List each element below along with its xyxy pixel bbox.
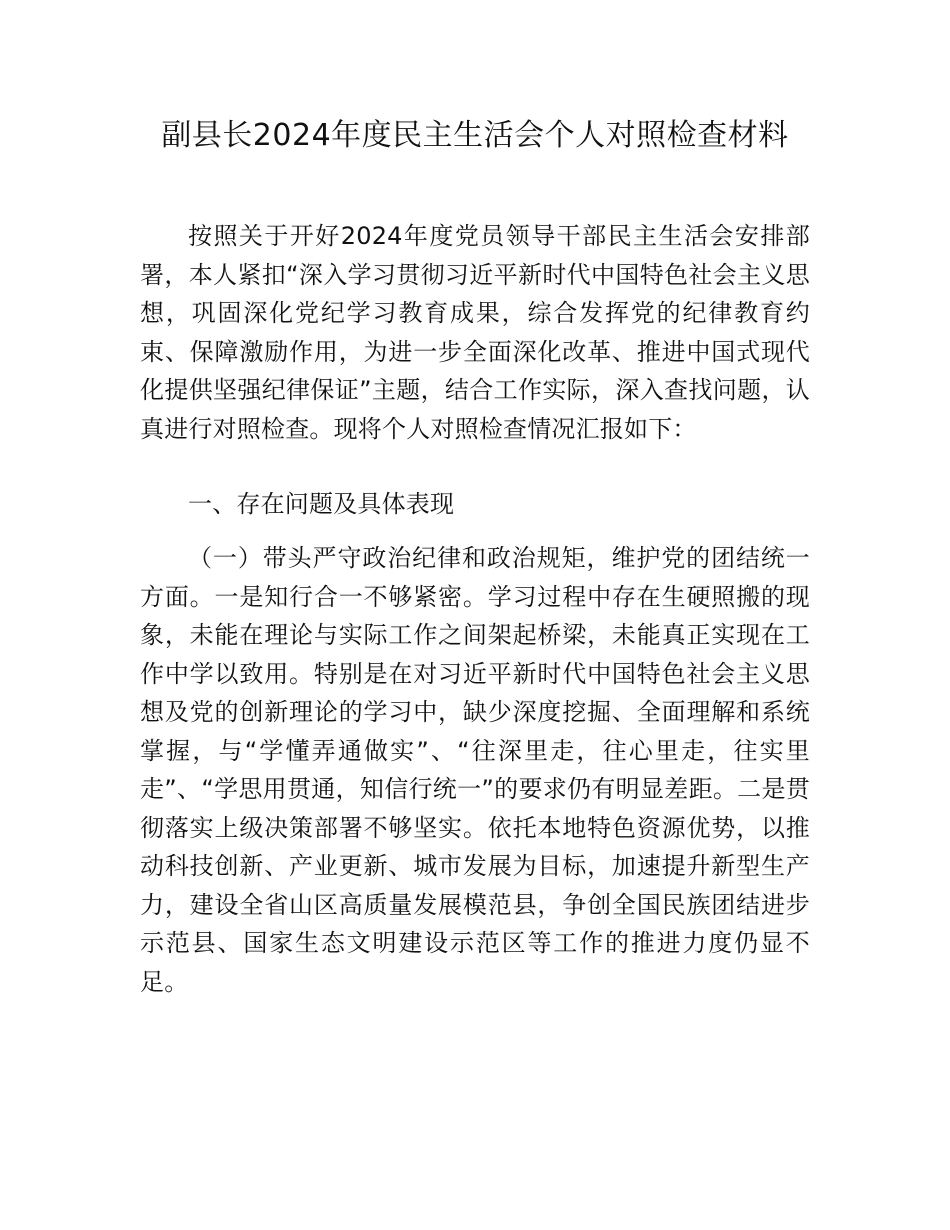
section-heading: 一、存在问题及具体表现 [188,490,455,518]
intro-paragraph: 按照关于开好2024年度党员领导干部民主生活会安排部署，本人紧扣“深入学习贯彻习近平新时代中国特色社会主义思想，巩固深化党纪学习教育成果，综合发挥党的纪律教育约束、保障激励作用，为进一步全面深化改革、推进中国式现代化提供坚强纪律保证”主题，结合工作实际，深入查找问题，认真进行对照检查。现将个人对照检查情况汇报如下： [140,222,810,443]
section-paragraph: （一）带头严守政治纪律和政治规矩，维护党的团结统一方面。一是知行合一不够紧密。学习过程中存在生硬照搬的现象，未能在理论与实际工作之间架起桥梁，未能真正实现在工作中学以致用。特别是在对习近平新时代中国特色社会主义思想及党的创新理论的学习中，缺少深度挖掘、全面理解和系统掌握，与“学懂弄通做实”、“往深里走，往心里走，往实里走”、“学思用贯通，知信行统一”的要求仍有明显差距。二是贯彻落实上级决策部署不够坚实。依托本地特色资源优势，以推动科技创新、产业更新、城市发展为目标，加速提升新型生产力，建设全省山区高质量发展模范县，争创全国民族团结进步示范县、国家生态文明建设示范区等工作的推进力度仍显不足。 [140,544,810,996]
document-title: 副县长2024年度民主生活会个人对照检查材料 [161,118,789,153]
